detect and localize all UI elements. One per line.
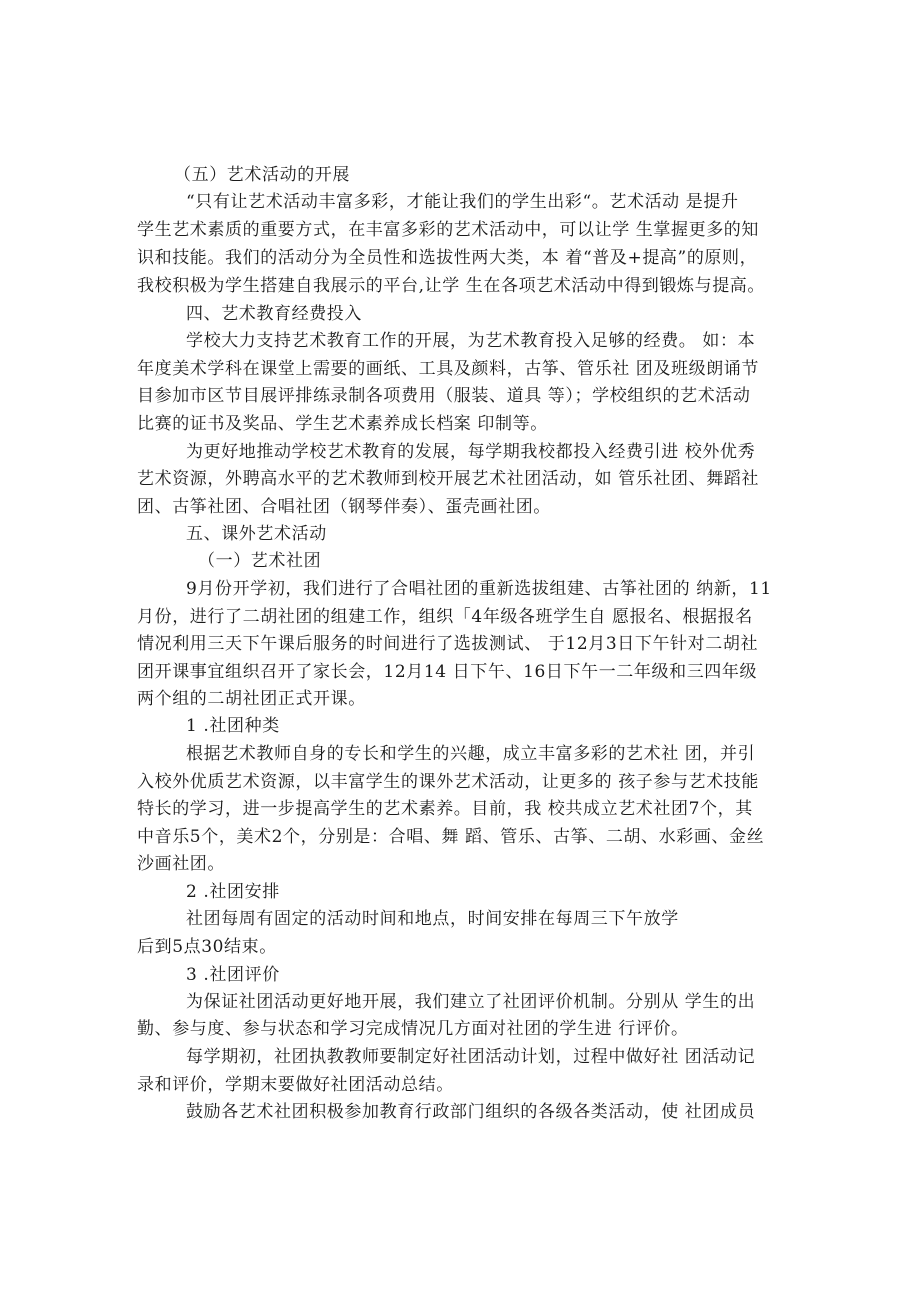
section-heading-art-activities: （五）艺术活动的开展 [174, 165, 350, 185]
paragraph-line: 为保证社团活动更好地开展，我们建立了社团评价机制。分别从 学生的出 [186, 992, 756, 1012]
paragraph-line: 根据艺术教师自身的专长和学生的兴趣，成立丰富多彩的艺术社 团，并引 [186, 744, 756, 764]
section-heading-extracurricular: 五、课外艺术活动 [186, 524, 327, 544]
paragraph-line: 团开课事宜组织召开了家长会，12月14 日下午、16日下午一二年级和三四年级 [137, 662, 758, 682]
paragraph-line: 月份，进行了二胡社团的组建工作，组织「4年级各班学生自 愿报名、根据报名 [137, 607, 753, 627]
paragraph-line: 艺术资源，外聘高水平的艺术教师到校开展艺术社团活动，如 管乐社团、舞蹈社 [137, 469, 760, 489]
paragraph-line: 为更好地推动学校艺术教育的发展，每学期我校都投入经费引进 校外优秀 [186, 442, 756, 462]
paragraph-line: 录和评价，学期末要做好社团活动总结。 [137, 1075, 454, 1095]
section-heading-funding: 四、艺术教育经费投入 [186, 304, 362, 324]
paragraph-line: 识和技能。我们的活动分为全员性和选拔性两大类，本 着“普及+提高”的原则， [137, 248, 758, 268]
paragraph-line: 每学期初，社团执教教师要制定好社团活动计划，过程中做好社 团活动记 [186, 1047, 756, 1067]
paragraph-line: 比赛的证书及奖品、学生艺术素养成长档案 印制等。 [137, 414, 548, 434]
paragraph-line: 学校大力支持艺术教育工作的开展，为艺术教育投入足够的经费。 如：本 [186, 331, 756, 351]
paragraph-line: 团、古筝社团、合唱社团（钢琴伴奏）、蛋壳画社团。 [137, 497, 551, 517]
item-heading-club-types: 1 .社团种类 [186, 716, 280, 736]
paragraph-line: 情况利用三天下午课后服务的时间进行了选拔测试、 于12月3日下午针对二胡社 [137, 634, 759, 654]
paragraph-line: 鼓励各艺术社团积极参加教育行政部门组织的各级各类活动，使 社团成员 [186, 1102, 756, 1122]
paragraph-line: 9月份开学初，我们进行了合唱社团的重新选拔组建、古筝社团的 纳新，11 [186, 579, 772, 599]
paragraph-line: 中音乐5个，美术2个，分别是：合唱、舞 蹈、管乐、古筝、二胡、水彩画、金丝 [137, 827, 765, 847]
paragraph-line: 入校外优质艺术资源，以丰富学生的课外艺术活动，让更多的 孩子参与艺术技能 [137, 772, 760, 792]
paragraph-line: 沙画社团。 [137, 854, 225, 874]
paragraph-line: “只有让艺术活动丰富多彩，才能让我们的学生出彩“。艺术活动 是提升 [186, 192, 739, 212]
paragraph-line: 学生艺术素质的重要方式，在丰富多彩的艺术活动中，可以让学 生掌握更多的知 [137, 220, 760, 240]
paragraph-line: 目参加市区节目展评排练录制各项费用（服装、道具 等）；学校组织的艺术活动 [137, 386, 751, 406]
item-heading-club-schedule: 2 .社团安排 [186, 882, 280, 902]
item-heading-club-evaluation: 3 .社团评价 [186, 965, 280, 985]
paragraph-line: 社团每周有固定的活动时间和地点，时间安排在每周三下午放学 [186, 909, 679, 929]
paragraph-line: 后到5点30结束。 [137, 937, 277, 957]
paragraph-line: 我校积极为学生搭建自我展示的平台,让学 生在各项艺术活动中得到锻炼与提高。 [137, 276, 766, 296]
paragraph-line: 两个组的二胡社团正式开课。 [137, 689, 366, 709]
subsection-heading-art-clubs: （一）艺术社团 [198, 551, 322, 571]
paragraph-line: 勤、参与度、参与状态和学习完成情况几方面对社团的学生进 行评价。 [137, 1019, 689, 1039]
paragraph-line: 特长的学习，进一步提高学生的艺术素养。目前，我 校共成立艺术社团7个，其 [137, 799, 753, 819]
paragraph-line: 年度美术学科在课堂上需要的画纸、工具及颜料，古筝、管乐社 团及班级朗诵节 [137, 359, 760, 379]
